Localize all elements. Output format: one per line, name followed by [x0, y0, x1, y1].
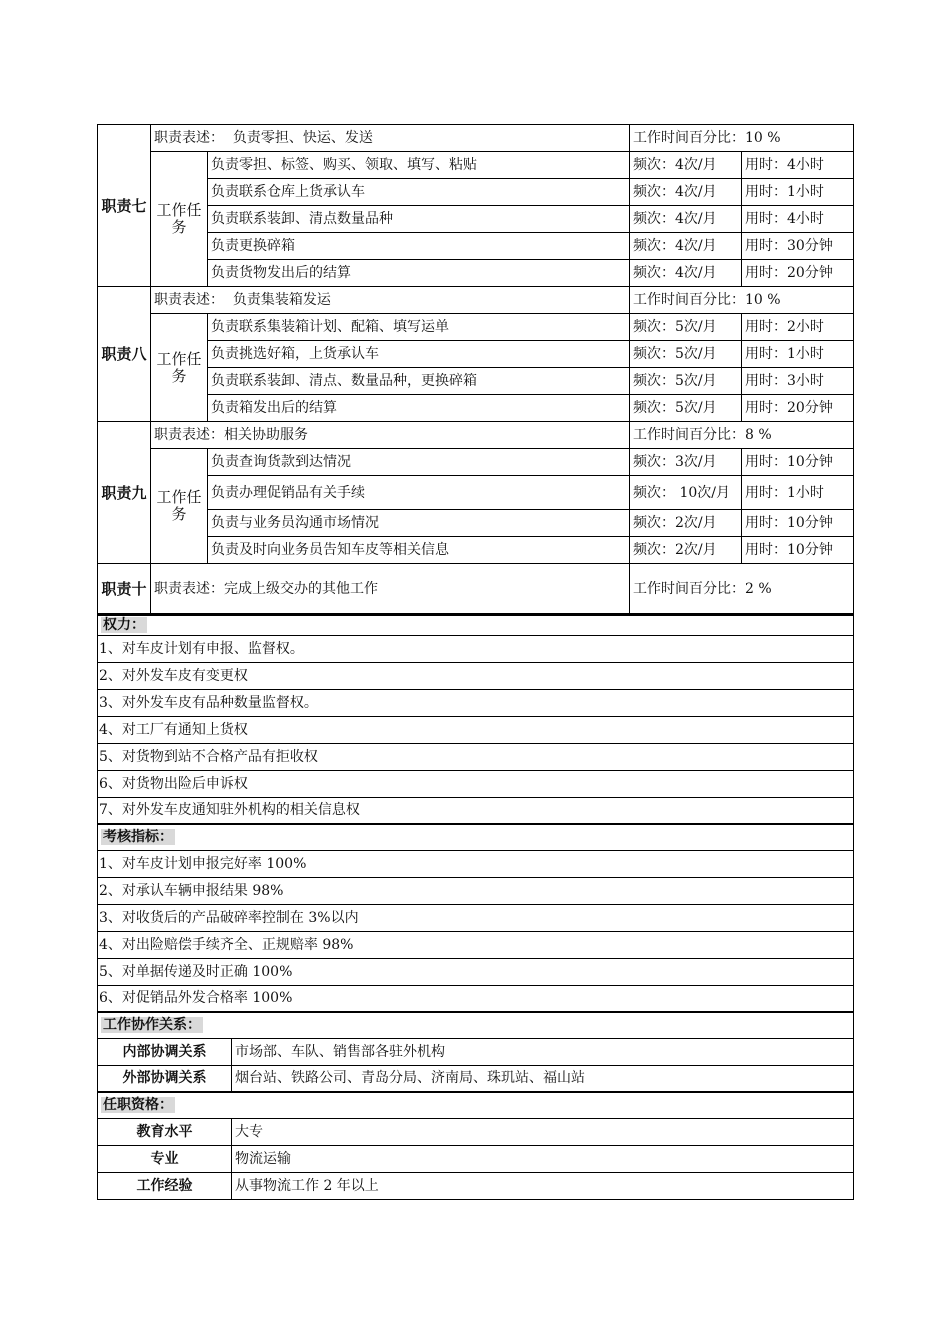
- task-text: 负责查询货款到达情况: [208, 449, 630, 476]
- education-label: 教育水平: [98, 1118, 232, 1145]
- task-text: 负责货物发出后的结算: [208, 260, 630, 287]
- kpi-item: 2、对承认车辆申报结果 98%: [98, 877, 854, 904]
- task-frequency: 频次：2次/月: [630, 510, 742, 537]
- task-label: 工作任务: [151, 152, 208, 287]
- task-label: 工作任务: [151, 449, 208, 564]
- task-text: 负责办理促销品有关手续: [208, 476, 630, 510]
- task-duration: 用时：4小时: [742, 152, 854, 179]
- task-text: 负责联系仓库上货承认车: [208, 179, 630, 206]
- task-duration: 用时：1小时: [742, 341, 854, 368]
- task-frequency: 频次：2次/月: [630, 537, 742, 564]
- task-frequency: 频次：3次/月: [630, 449, 742, 476]
- collaboration-heading: 工作协作关系：: [98, 1012, 854, 1038]
- time-percentage: 工作时间百分比：2 %: [630, 564, 854, 614]
- task-duration: 用时：2小时: [742, 314, 854, 341]
- external-relations-value: 烟台站、铁路公司、青岛分局、济南局、珠玑站、福山站: [232, 1065, 854, 1092]
- task-text: 负责挑选好箱，上货承认车: [208, 341, 630, 368]
- kpi-heading: 考核指标：: [98, 824, 854, 850]
- duty-title: 职责九: [98, 422, 151, 564]
- task-duration: 用时：10分钟: [742, 449, 854, 476]
- kpi-item: 3、对收货后的产品破碎率控制在 3%以内: [98, 904, 854, 931]
- task-text: 负责联系装卸、清点数量品种: [208, 206, 630, 233]
- task-duration: 用时：4小时: [742, 206, 854, 233]
- task-duration: 用时：1小时: [742, 476, 854, 510]
- kpi-item: 4、对出险赔偿手续齐全、正规赔率 98%: [98, 931, 854, 958]
- duty-description: 职责表述： 负责零担、快运、发送: [151, 125, 630, 152]
- qualifications-heading: 任职资格：: [98, 1092, 854, 1118]
- internal-relations-label: 内部协调关系: [98, 1038, 232, 1065]
- internal-relations-value: 市场部、车队、销售部各驻外机构: [232, 1038, 854, 1065]
- time-percentage: 工作时间百分比：10 %: [630, 125, 854, 152]
- duty-title: 职责八: [98, 287, 151, 422]
- power-item: 2、对外发车皮有变更权: [98, 662, 854, 689]
- task-label: 工作任务: [151, 314, 208, 422]
- duty-description: 职责表述： 负责集装箱发运: [151, 287, 630, 314]
- task-text: 负责零担、标签、购买、领取、填写、粘贴: [208, 152, 630, 179]
- task-frequency: 频次：4次/月: [630, 206, 742, 233]
- power-item: 5、对货物到站不合格产品有拒收权: [98, 743, 854, 770]
- power-item: 1、对车皮计划有申报、监督权。: [98, 635, 854, 662]
- task-frequency: 频次：5次/月: [630, 314, 742, 341]
- task-frequency: 频次： 10次/月: [630, 476, 742, 510]
- power-item: 4、对工厂有通知上货权: [98, 716, 854, 743]
- duty-title: 职责七: [98, 125, 151, 287]
- task-duration: 用时：20分钟: [742, 260, 854, 287]
- task-text: 负责及时向业务员告知车皮等相关信息: [208, 537, 630, 564]
- job-description-document: [97, 124, 853, 1200]
- task-text: 负责联系装卸、清点、数量品种，更换碎箱: [208, 368, 630, 395]
- time-percentage: 工作时间百分比：8 %: [630, 422, 854, 449]
- task-duration: 用时：30分钟: [742, 233, 854, 260]
- task-duration: 用时：20分钟: [742, 395, 854, 422]
- kpi-item: 5、对单据传递及时正确 100%: [98, 958, 854, 985]
- power-item: 7、对外发车皮通知驻外机构的相关信息权: [98, 797, 854, 824]
- task-duration: 用时：10分钟: [742, 537, 854, 564]
- task-text: 负责与业务员沟通市场情况: [208, 510, 630, 537]
- kpi-item: 1、对车皮计划申报完好率 100%: [98, 850, 854, 877]
- task-duration: 用时：10分钟: [742, 510, 854, 537]
- task-frequency: 频次：4次/月: [630, 152, 742, 179]
- power-item: 3、对外发车皮有品种数量监督权。: [98, 689, 854, 716]
- task-frequency: 频次：4次/月: [630, 260, 742, 287]
- details-table: [97, 614, 854, 1200]
- task-text: 负责更换碎箱: [208, 233, 630, 260]
- duty-description: 职责表述：相关协助服务: [151, 422, 630, 449]
- task-duration: 用时：1小时: [742, 179, 854, 206]
- external-relations-label: 外部协调关系: [98, 1065, 232, 1092]
- major-label: 专业: [98, 1145, 232, 1172]
- task-frequency: 频次：4次/月: [630, 233, 742, 260]
- duty-description: 职责表述：完成上级交办的其他工作: [151, 564, 630, 614]
- duties-table: [97, 124, 854, 614]
- duty-title: 职责十: [98, 564, 151, 614]
- education-value: 大专: [232, 1118, 854, 1145]
- task-frequency: 频次：5次/月: [630, 341, 742, 368]
- task-frequency: 频次：4次/月: [630, 179, 742, 206]
- task-text: 负责联系集装箱计划、配箱、填写运单: [208, 314, 630, 341]
- task-duration: 用时：3小时: [742, 368, 854, 395]
- time-percentage: 工作时间百分比：10 %: [630, 287, 854, 314]
- task-frequency: 频次：5次/月: [630, 395, 742, 422]
- major-value: 物流运输: [232, 1145, 854, 1172]
- power-item: 6、对货物出险后申诉权: [98, 770, 854, 797]
- task-text: 负责箱发出后的结算: [208, 395, 630, 422]
- experience-label: 工作经验: [98, 1172, 232, 1199]
- experience-value: 从事物流工作 2 年以上: [232, 1172, 854, 1199]
- powers-heading: 权力：: [98, 615, 854, 635]
- kpi-item: 6、对促销品外发合格率 100%: [98, 985, 854, 1012]
- task-frequency: 频次：5次/月: [630, 368, 742, 395]
